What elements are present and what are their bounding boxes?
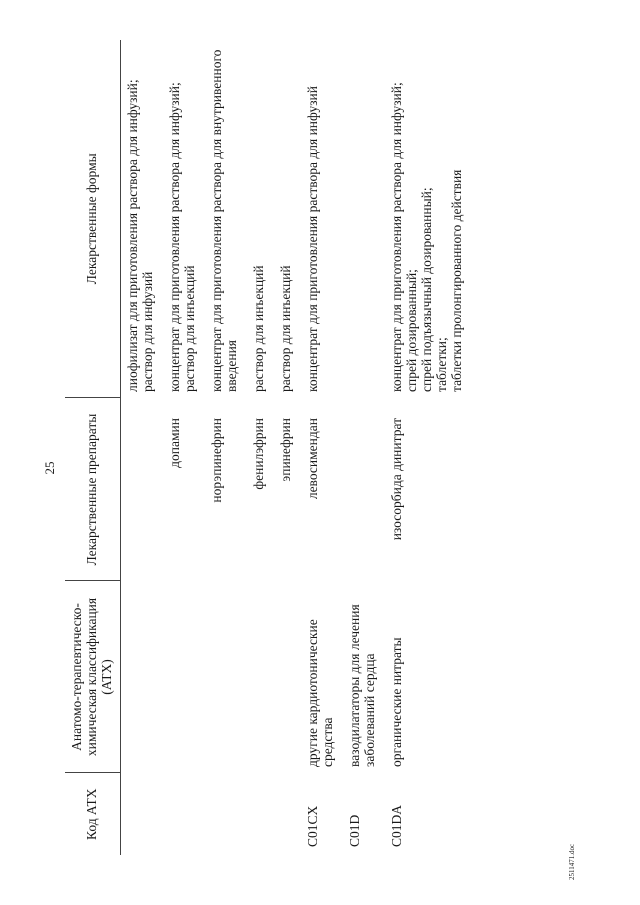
- drug-table: [65, 40, 472, 855]
- drug-name-cell: изосорбида динитрат: [389, 418, 404, 541]
- dosage-forms-cell: [301, 40, 343, 398]
- atc-classification-cell: [247, 581, 274, 773]
- footer-filename: 2511471.doc: [568, 843, 576, 880]
- drug-name-cell: [343, 398, 385, 581]
- table-body: [121, 40, 473, 855]
- drug-name-cell: [121, 398, 164, 581]
- atc-classification-cell: [274, 581, 301, 773]
- dosage-form-line: спрей дозированный;: [404, 269, 419, 392]
- table-row: [121, 40, 164, 855]
- rotated-table-container: [65, 40, 600, 855]
- atc-code-cell: C01CX: [305, 805, 320, 847]
- dosage-form-line: концентрат для приготовления раствора для инфузий: [305, 86, 320, 392]
- dosage-forms-cell: [385, 40, 472, 398]
- table-row: [274, 40, 301, 855]
- dosage-form-line: концентрат для приготовления раствора для инфузий;: [389, 82, 404, 392]
- atc-code-cell: [247, 773, 274, 855]
- atc-classification-cell: [121, 581, 164, 773]
- dosage-form-line: раствор для инъекций: [278, 265, 293, 392]
- dosage-forms-cell: [163, 40, 205, 398]
- dosage-form-line: концентрат для приготовления раствора для внутривенного введения: [209, 49, 239, 392]
- atc-code-cell: [274, 773, 301, 855]
- dosage-form-line: таблетки пролонгированного действия: [449, 169, 464, 392]
- table-row: [343, 40, 385, 855]
- header-drugs: Лекарственные препараты: [65, 398, 121, 581]
- page-number: 25: [42, 461, 57, 475]
- table-row: [385, 40, 472, 855]
- atc-classification-cell: вазодилататоры для лечения заболеваний сердца: [347, 604, 377, 767]
- atc-code-cell: [205, 773, 247, 855]
- table-row: [163, 40, 205, 855]
- atc-code-cell: [163, 773, 205, 855]
- atc-code-cell: C01D: [347, 814, 362, 847]
- atc-classification-cell: другие кардиотонические средства: [305, 619, 335, 767]
- header-row: [65, 40, 121, 855]
- header-code: Код АТХ: [65, 773, 121, 855]
- drug-name-cell: левосимендан: [305, 418, 320, 500]
- table-row: [247, 40, 274, 855]
- header-forms: Лекарственные формы: [65, 40, 121, 398]
- header-atc: Анатомо-терапевтическо-химическая классификация (АТХ): [65, 581, 121, 773]
- atc-classification-cell: [163, 581, 205, 773]
- dosage-forms-cell: [247, 40, 274, 398]
- drug-name-cell: норэпинефрин: [209, 418, 224, 503]
- atc-code-cell: [121, 773, 164, 855]
- dosage-forms-cell: [274, 40, 301, 398]
- drug-name-cell: фенилэфрин: [251, 418, 266, 490]
- atc-code-cell: C01DA: [389, 804, 404, 847]
- dosage-form-line: раствор для инъекций: [182, 265, 197, 392]
- dosage-form-line: таблетки;: [434, 337, 449, 392]
- dosage-form-line: концентрат для приготовления раствора для инфузий;: [167, 82, 182, 392]
- dosage-form-line: раствор для инфузий: [140, 271, 155, 392]
- drug-name-cell: эпинефрин: [278, 418, 293, 482]
- drug-name-cell: допамин: [167, 418, 182, 468]
- dosage-form-line: спрей подъязычный дозированный;: [419, 187, 434, 392]
- dosage-form-line: раствор для инъекций: [251, 265, 266, 392]
- atc-classification-cell: [205, 581, 247, 773]
- dosage-forms-cell: [121, 40, 164, 398]
- table-row: [205, 40, 247, 855]
- atc-classification-cell: органические нитраты: [389, 637, 404, 767]
- table-row: [301, 40, 343, 855]
- dosage-form-line: лиофилизат для приготовления раствора для инфузий;: [125, 79, 140, 392]
- dosage-forms-cell: [343, 40, 385, 398]
- dosage-forms-cell: [205, 40, 247, 398]
